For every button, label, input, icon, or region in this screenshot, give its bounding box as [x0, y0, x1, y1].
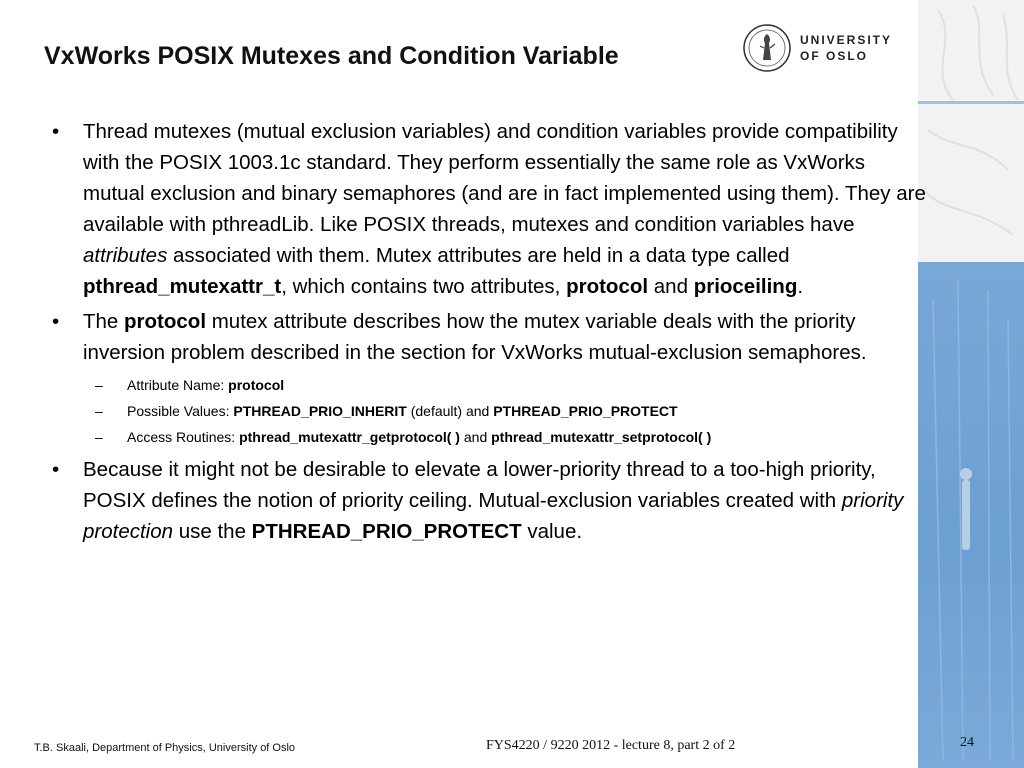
bullet-text [83, 458, 903, 543]
bold-text: pthread_mutexattr_getprotocol( ) [239, 429, 460, 445]
sub-bullet-list [83, 372, 926, 450]
dash-marker: – [95, 377, 103, 393]
bullet-marker: • [52, 458, 60, 481]
dash-marker: – [95, 403, 103, 419]
slide-title: VxWorks POSIX Mutexes and Condition Variable [44, 42, 619, 70]
bullet-text [83, 120, 926, 298]
bold-text: prioceiling [693, 275, 798, 298]
bold-text: protocol [228, 377, 285, 393]
university-logo [742, 22, 902, 74]
text-run: , which contains two attributes, [281, 275, 567, 298]
bullet-item [46, 116, 926, 302]
text-run: . [797, 275, 804, 298]
text-run: Thread mutexes (mutual exclusion variables) and condition variables provide compatibility with the POSIX 1003.1c standard. They perform essentially the same role as VxWorks mutual exclusion and binary semaphores (and are in fact implemented using them). They are available with pthreadLib. Like POSIX threads, mutexes and condition variables have [83, 120, 926, 236]
apollo-relief-icon [918, 0, 1024, 768]
sub-bullet-text [127, 403, 678, 419]
bullet-list [46, 116, 926, 547]
bullet-item [46, 306, 926, 450]
footer-author: T.B. Skaali, Department of Physics, University of Oslo [34, 742, 296, 754]
text-run: Because it might not be desirable to elevate a lower-priority thread to a too-high priority, POSIX defines the notion of priority ceiling. Mutual-exclusion variables created with [83, 458, 876, 512]
text-run: and [648, 275, 694, 298]
italic-text: priority protection [83, 489, 904, 543]
text-run: Access Routines: [127, 429, 240, 445]
bullet-text [83, 310, 867, 364]
bullet-item [46, 454, 926, 547]
sub-bullet-item [83, 398, 926, 424]
page-number: 24 [960, 735, 974, 750]
italic-text: attributes [83, 244, 168, 267]
bold-text: protocol [566, 275, 649, 298]
text-run: Attribute Name: [127, 377, 229, 393]
text-run: (default) and [406, 403, 494, 419]
bullet-marker: • [52, 310, 60, 333]
text-run: associated with them. Mutex attributes are held in a data type called [167, 244, 790, 267]
text-run: Possible Values: [127, 403, 234, 419]
bold-text: pthread_mutexattr_t [83, 275, 282, 298]
bold-text: PTHREAD_PRIO_PROTECT [251, 520, 522, 543]
bold-text: PTHREAD_PRIO_PROTECT [493, 403, 678, 419]
bullet-marker: • [52, 120, 60, 143]
dash-marker: – [95, 429, 103, 445]
bold-text: protocol [124, 310, 207, 333]
text-run: The [83, 310, 125, 333]
text-run: use the [173, 520, 252, 543]
sub-bullet-text [127, 429, 711, 445]
text-run: value. [521, 520, 583, 543]
logo-text-of-oslo: OF OSLO [800, 49, 868, 63]
logo-text-university: UNIVERSITY [800, 33, 893, 47]
bold-text: pthread_mutexattr_setprotocol( ) [491, 429, 712, 445]
sub-bullet-item [83, 424, 926, 450]
text-run: and [459, 429, 492, 445]
bold-text: PTHREAD_PRIO_INHERIT [233, 403, 407, 419]
sub-bullet-item [83, 372, 926, 398]
footer-course: FYS4220 / 9220 2012 - lecture 8, part 2 of 2 [486, 738, 736, 753]
text-run: mutex attribute describes how the mutex variable deals with the priority inversion problem described in the section for VxWorks mutual-exclusion semaphores. [83, 310, 867, 364]
slide-content [46, 116, 926, 551]
university-seal-icon [742, 22, 792, 74]
sub-bullet-text [127, 377, 284, 393]
